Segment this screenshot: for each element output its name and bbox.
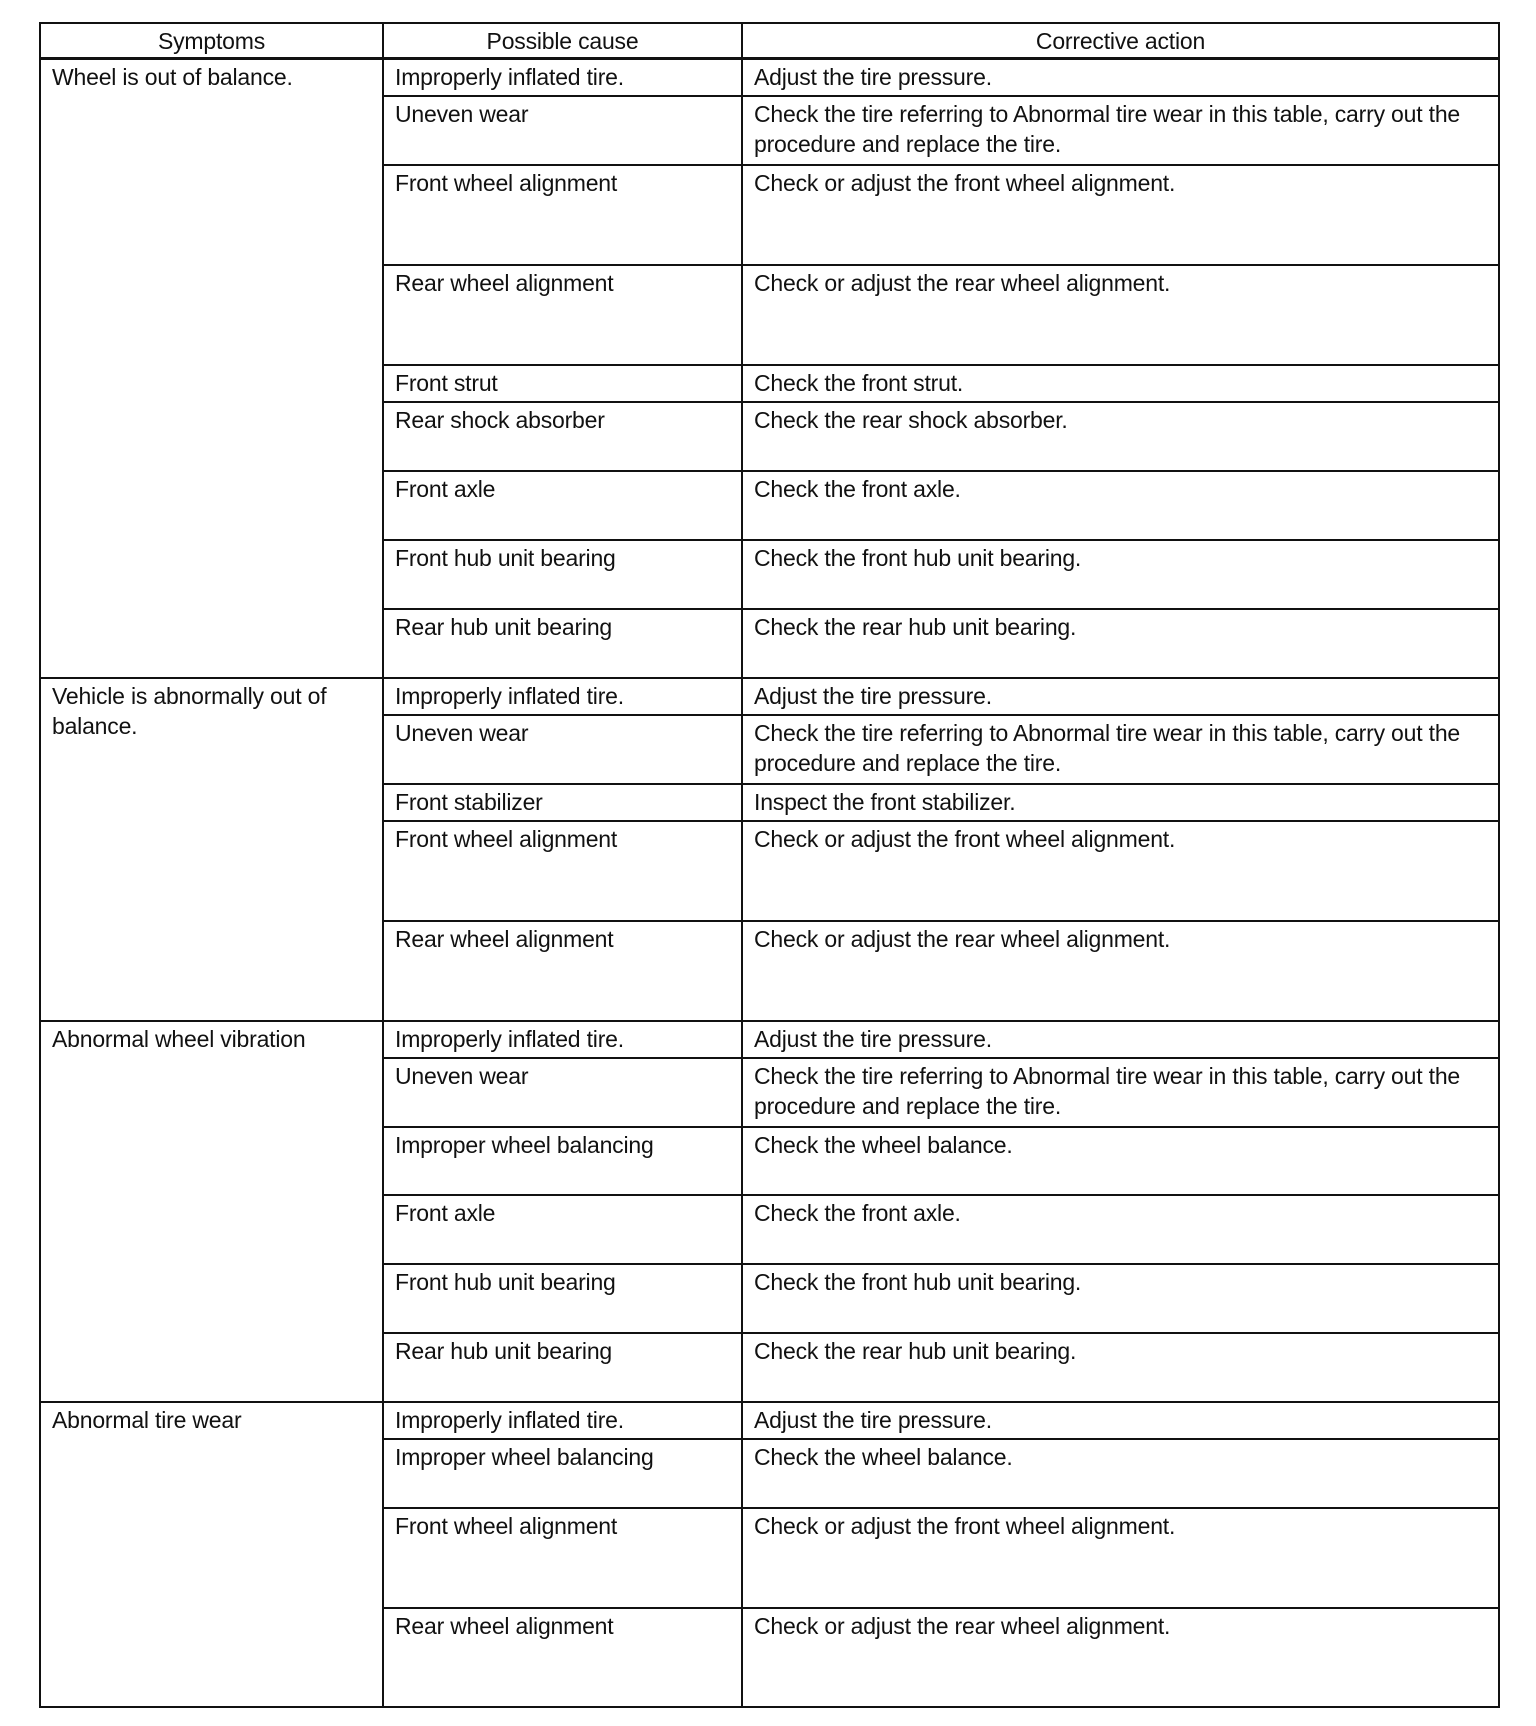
symptom-cell: Abnormal tire wear xyxy=(40,1402,383,1707)
possible-cause-cell: Improperly inflated tire. xyxy=(383,1021,742,1058)
possible-cause-cell: Front wheel alignment xyxy=(383,821,742,921)
table-row xyxy=(40,1402,1499,1439)
corrective-action-cell: Check or adjust the front wheel alignment. xyxy=(742,821,1499,921)
table-row xyxy=(40,59,1499,96)
corrective-action-cell: Adjust the tire pressure. xyxy=(742,59,1499,96)
possible-cause-cell: Uneven wear xyxy=(383,715,742,784)
corrective-action-cell: Check the front hub unit bearing. xyxy=(742,1264,1499,1333)
corrective-action-cell: Check the rear hub unit bearing. xyxy=(742,1333,1499,1402)
troubleshooting-table xyxy=(39,22,1500,1708)
header-symptoms: Symptoms xyxy=(40,23,383,59)
header-corrective-action: Corrective action xyxy=(742,23,1499,59)
corrective-action-cell: Check or adjust the front wheel alignment. xyxy=(742,1508,1499,1608)
possible-cause-cell: Front hub unit bearing xyxy=(383,540,742,609)
possible-cause-cell: Rear wheel alignment xyxy=(383,1608,742,1707)
possible-cause-cell: Front wheel alignment xyxy=(383,165,742,265)
corrective-action-cell: Check or adjust the front wheel alignment. xyxy=(742,165,1499,265)
possible-cause-cell: Rear wheel alignment xyxy=(383,265,742,365)
corrective-action-cell: Check or adjust the rear wheel alignment. xyxy=(742,921,1499,1021)
corrective-action-cell: Adjust the tire pressure. xyxy=(742,678,1499,715)
corrective-action-cell: Check the tire referring to Abnormal tire wear in this table, carry out the procedure and replace the tire. xyxy=(742,1058,1499,1127)
corrective-action-cell: Check the front axle. xyxy=(742,1195,1499,1264)
corrective-action-cell: Check the front hub unit bearing. xyxy=(742,540,1499,609)
header-row xyxy=(40,23,1499,59)
symptom-cell: Vehicle is abnormally out of balance. xyxy=(40,678,383,1021)
possible-cause-cell: Uneven wear xyxy=(383,1058,742,1127)
possible-cause-cell: Improperly inflated tire. xyxy=(383,1402,742,1439)
possible-cause-cell: Front wheel alignment xyxy=(383,1508,742,1608)
symptom-cell: Abnormal wheel vibration xyxy=(40,1021,383,1402)
corrective-action-cell: Check the rear shock absorber. xyxy=(742,402,1499,471)
table-row xyxy=(40,678,1499,715)
possible-cause-cell: Improper wheel balancing xyxy=(383,1127,742,1195)
corrective-action-cell: Check the rear hub unit bearing. xyxy=(742,609,1499,678)
possible-cause-cell: Front axle xyxy=(383,1195,742,1264)
corrective-action-cell: Check the tire referring to Abnormal tire wear in this table, carry out the procedure and replace the tire. xyxy=(742,715,1499,784)
possible-cause-cell: Improperly inflated tire. xyxy=(383,59,742,96)
possible-cause-cell: Front stabilizer xyxy=(383,784,742,821)
possible-cause-cell: Rear hub unit bearing xyxy=(383,1333,742,1402)
table-body xyxy=(40,59,1499,1707)
possible-cause-cell: Rear wheel alignment xyxy=(383,921,742,1021)
possible-cause-cell: Rear shock absorber xyxy=(383,402,742,471)
corrective-action-cell: Adjust the tire pressure. xyxy=(742,1021,1499,1058)
possible-cause-cell: Front strut xyxy=(383,365,742,402)
corrective-action-cell: Adjust the tire pressure. xyxy=(742,1402,1499,1439)
symptom-cell: Wheel is out of balance. xyxy=(40,59,383,678)
corrective-action-cell: Check or adjust the rear wheel alignment. xyxy=(742,1608,1499,1707)
possible-cause-cell: Improper wheel balancing xyxy=(383,1439,742,1508)
possible-cause-cell: Uneven wear xyxy=(383,96,742,165)
possible-cause-cell: Front hub unit bearing xyxy=(383,1264,742,1333)
possible-cause-cell: Improperly inflated tire. xyxy=(383,678,742,715)
corrective-action-cell: Inspect the front stabilizer. xyxy=(742,784,1499,821)
table-row xyxy=(40,1021,1499,1058)
corrective-action-cell: Check the wheel balance. xyxy=(742,1127,1499,1195)
corrective-action-cell: Check the tire referring to Abnormal tire wear in this table, carry out the procedure and replace the tire. xyxy=(742,96,1499,165)
possible-cause-cell: Rear hub unit bearing xyxy=(383,609,742,678)
corrective-action-cell: Check the front axle. xyxy=(742,471,1499,540)
header-possible-cause: Possible cause xyxy=(383,23,742,59)
corrective-action-cell: Check the wheel balance. xyxy=(742,1439,1499,1508)
possible-cause-cell: Front axle xyxy=(383,471,742,540)
corrective-action-cell: Check or adjust the rear wheel alignment. xyxy=(742,265,1499,365)
corrective-action-cell: Check the front strut. xyxy=(742,365,1499,402)
